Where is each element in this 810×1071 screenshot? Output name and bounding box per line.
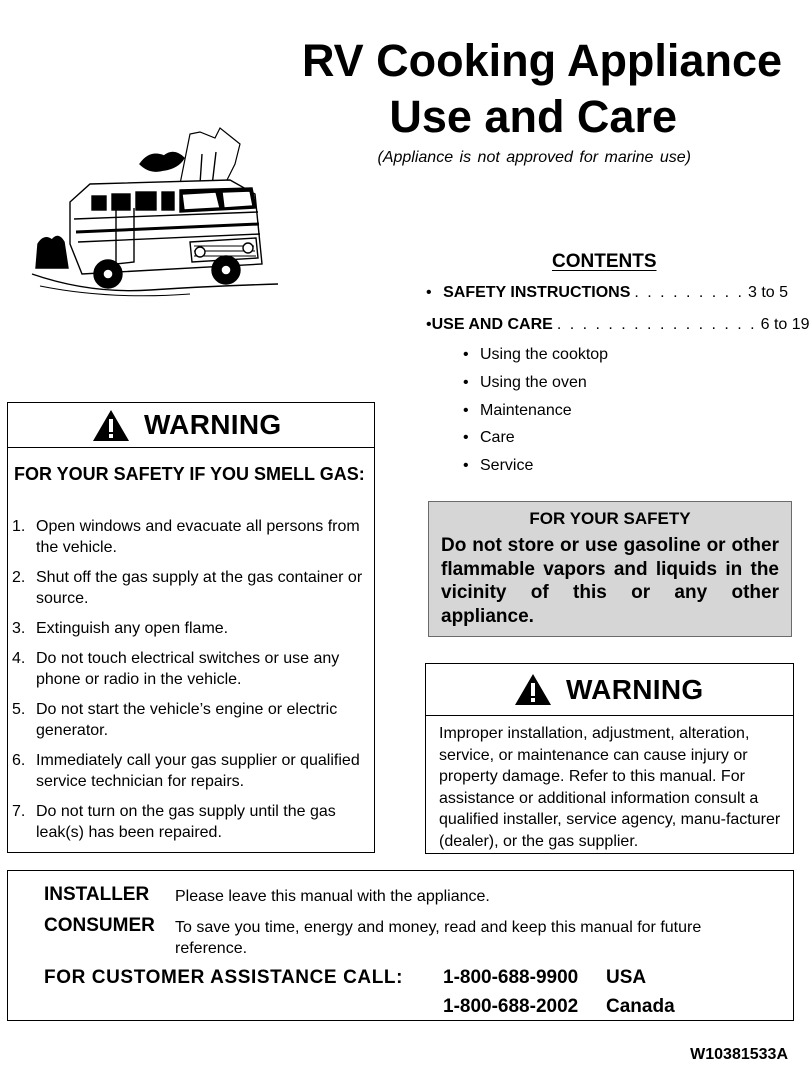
toc-page-range: 6 to 19 bbox=[760, 316, 810, 333]
toc-subitem-cooktop[interactable] bbox=[463, 343, 608, 371]
list-item bbox=[12, 618, 372, 639]
toc-page-range: 3 to 5 bbox=[747, 284, 788, 301]
toc-subitem-label: Maintenance bbox=[480, 401, 572, 419]
toc-entry-label: USE AND CARE bbox=[431, 316, 553, 333]
toc-subitem-service[interactable] bbox=[463, 454, 608, 482]
toc-subitem-label: Using the oven bbox=[480, 373, 587, 391]
step-number: 4. bbox=[12, 650, 26, 667]
bullet-icon: • bbox=[426, 284, 432, 301]
step-number: 7. bbox=[12, 803, 26, 820]
step-text: Do not start the vehicle’s engine or electric generator. bbox=[36, 701, 338, 739]
list-item bbox=[12, 699, 372, 741]
step-number: 5. bbox=[12, 701, 26, 718]
subtitle: (Appliance is not approved for marine use) bbox=[377, 149, 691, 166]
bullet-icon: • bbox=[463, 457, 469, 475]
toc-leader-dots: . . . . . . . . . . . . . . . . bbox=[556, 316, 757, 333]
list-item bbox=[12, 801, 372, 843]
smell-gas-heading: FOR YOUR SAFETY IF YOU SMELL GAS: bbox=[14, 464, 365, 484]
warning-triangle-icon bbox=[514, 673, 552, 706]
step-text: Open windows and evacuate all persons from the vehicle. bbox=[36, 518, 360, 556]
toc-subitem-maintenance[interactable] bbox=[463, 399, 608, 427]
toc-subitems bbox=[463, 343, 608, 482]
list-item bbox=[12, 648, 372, 690]
step-text: Immediately call your gas supplier or qualified service technician for repairs. bbox=[36, 752, 360, 790]
bullet-icon: • bbox=[463, 373, 469, 391]
installer-label: INSTALLER bbox=[44, 884, 150, 905]
phone-number-usa[interactable]: 1-800-688-9900 bbox=[443, 967, 579, 988]
step-number: 1. bbox=[12, 518, 26, 535]
phone-country-canada: Canada bbox=[606, 996, 675, 1017]
bullet-icon: • bbox=[426, 316, 432, 333]
toc-entry-safety-instructions[interactable] bbox=[426, 284, 788, 302]
toc-subitem-care[interactable] bbox=[463, 426, 608, 454]
list-item bbox=[12, 516, 372, 558]
title-line-2: Use and Care bbox=[389, 91, 677, 142]
step-text: Do not turn on the gas supply until the gas leak(s) has been repaired. bbox=[36, 803, 336, 841]
step-text: Shut off the gas supply at the gas container or source. bbox=[36, 569, 363, 607]
toc-entry-use-and-care[interactable] bbox=[426, 316, 810, 334]
list-item bbox=[12, 750, 372, 792]
installation-warning-box bbox=[425, 663, 794, 854]
warning-triangle-icon bbox=[92, 409, 130, 442]
motorhome-icon bbox=[30, 124, 280, 299]
warning-header bbox=[8, 403, 374, 448]
bullet-icon: • bbox=[463, 429, 469, 447]
document-code: W10381533A bbox=[690, 1046, 788, 1063]
step-number: 6. bbox=[12, 752, 26, 769]
safety-box-title: FOR YOUR SAFETY bbox=[529, 509, 691, 528]
warning-body: Improper installation, adjustment, alteration, service, or maintenance can cause injury or property damage. Refer to this manual. For assistance or additional information consult a qualified installer, service agency, manu-facturer (dealer), or the gas supplier. bbox=[439, 725, 781, 850]
step-number: 2. bbox=[12, 569, 26, 586]
toc-subitem-oven[interactable] bbox=[463, 371, 608, 399]
step-text: Extinguish any open flame. bbox=[36, 620, 229, 637]
warning-title: WARNING bbox=[566, 673, 704, 705]
customer-notice-box bbox=[7, 870, 794, 1021]
toc-leader-dots: . . . . . . . . . bbox=[634, 284, 744, 301]
flammable-safety-box bbox=[428, 501, 792, 637]
phone-country-usa: USA bbox=[606, 967, 647, 988]
customer-assistance-label: FOR CUSTOMER ASSISTANCE CALL: bbox=[44, 967, 404, 988]
title-line-1: RV Cooking Appliance bbox=[301, 35, 782, 86]
step-text: Do not touch electrical switches or use any phone or radio in the vehicle. bbox=[36, 650, 340, 688]
installer-text: Please leave this manual with the appliance. bbox=[175, 888, 490, 905]
toc-subitem-label: Care bbox=[480, 429, 515, 447]
bullet-icon: • bbox=[463, 346, 469, 363]
bullet-icon: • bbox=[463, 401, 469, 419]
warning-header bbox=[426, 664, 793, 716]
consumer-label: CONSUMER bbox=[44, 915, 155, 936]
safety-box-body: Do not store or use gasoline or other flammable vapors and liquids in the vicinity of this or any other appliance. bbox=[441, 535, 779, 627]
list-item bbox=[12, 567, 372, 609]
contents-heading: CONTENTS bbox=[552, 251, 657, 272]
toc-entry-label: SAFETY INSTRUCTIONS bbox=[443, 284, 631, 301]
gas-safety-steps bbox=[12, 516, 372, 852]
toc-subitem-label: Using the cooktop bbox=[480, 346, 609, 363]
toc-subitem-label: Service bbox=[480, 457, 534, 475]
warning-title: WARNING bbox=[144, 409, 282, 440]
consumer-text: To save you time, energy and money, read and keep this manual for future reference. bbox=[175, 919, 702, 957]
step-number: 3. bbox=[12, 620, 26, 637]
gas-warning-box bbox=[7, 402, 375, 853]
phone-number-canada[interactable]: 1-800-688-2002 bbox=[443, 996, 579, 1017]
